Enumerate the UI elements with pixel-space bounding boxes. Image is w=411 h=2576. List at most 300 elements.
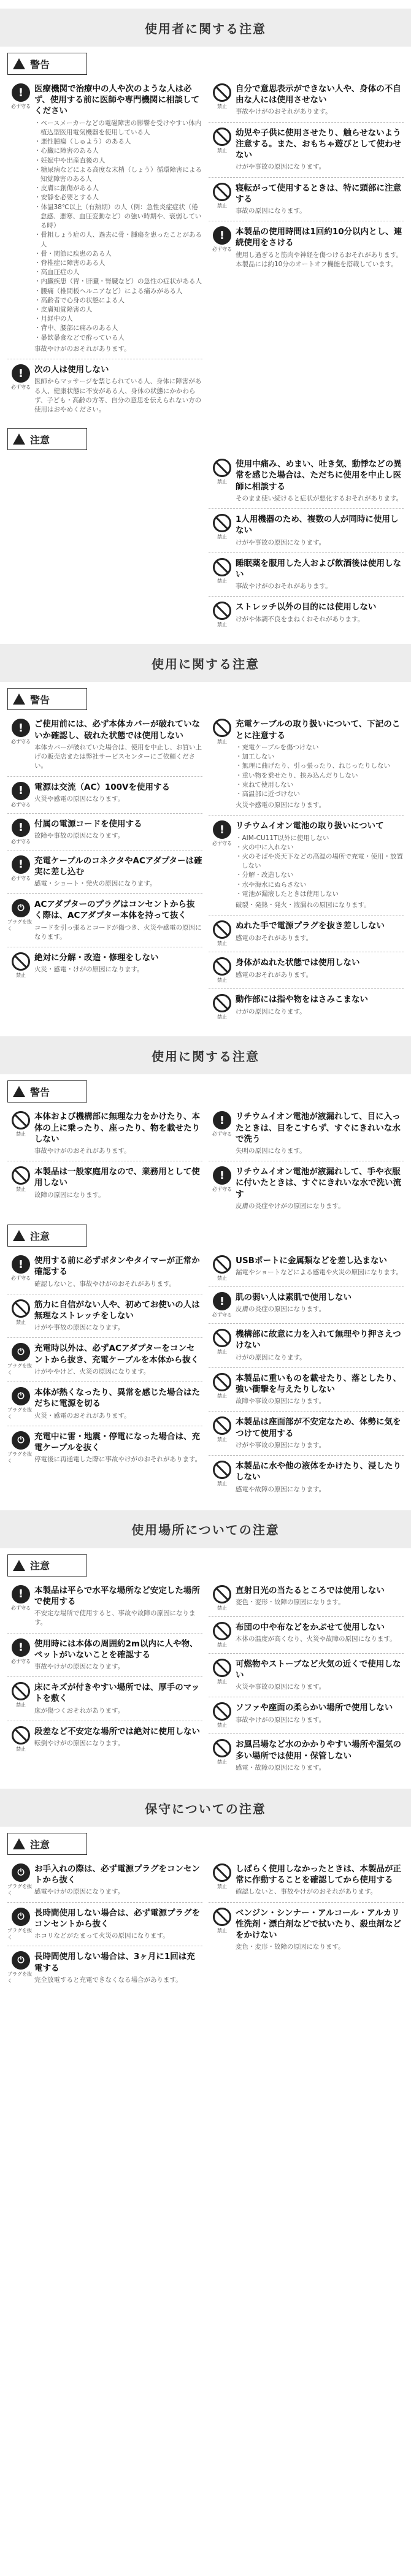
item-description: 感電や故障の原因になります。	[236, 1485, 326, 1493]
item-title: 本製品に重いものを載せたり、落としたり、強い衝撃を与えたりしない	[236, 1373, 401, 1394]
item-description: 転倒やけがの原因になります。	[34, 1740, 125, 1748]
prohibited-icon	[213, 1585, 231, 1603]
section	[0, 1036, 411, 1501]
left-column	[7, 714, 202, 1025]
item-description: 故障や事故の原因になります。	[236, 1397, 326, 1405]
symbol-cell	[209, 920, 236, 947]
item-text	[236, 994, 404, 1020]
symbol-cell	[209, 1166, 236, 1211]
caution-text: 注意	[30, 1230, 50, 1242]
item-title: 使用中痛み、めまい、吐き気、動悸などの異常を感じた場合は、ただちに使用を中止し医師に相談する	[236, 459, 402, 492]
symbol-caption: プラグを抜く	[7, 1451, 32, 1464]
warning-text: 警告	[30, 1086, 50, 1098]
mandatory-icon: !	[12, 1638, 30, 1657]
item-text	[236, 1166, 404, 1211]
item-description: 変色・変形・故障の原因になります。	[236, 1943, 345, 1951]
symbol-caption: 必ず守る	[212, 1131, 232, 1137]
item-bullets	[34, 119, 202, 343]
item-text	[34, 1638, 202, 1672]
symbol-cell	[209, 1255, 236, 1282]
section	[0, 1789, 411, 1992]
symbol-cell	[7, 1908, 34, 1941]
symbol-cell	[7, 719, 34, 771]
prohibited-icon	[213, 459, 231, 477]
prohibited-icon	[213, 1373, 231, 1391]
item-description: 失明の原因になります。	[236, 1147, 306, 1155]
symbol-caption: 禁止	[16, 1187, 26, 1193]
item-description: 事故やけがのおそれがあります。	[236, 583, 332, 590]
left-column	[7, 1106, 202, 1216]
item-title: 自分で意思表示ができない人や、身体の不自由な人には使用させない	[236, 84, 401, 105]
item-text	[236, 459, 404, 503]
mandatory-icon: !	[12, 782, 30, 800]
item-text	[34, 952, 202, 979]
symbol-cell	[7, 855, 34, 889]
item-description: 事故やけがのおそれがあります。	[34, 1147, 131, 1155]
symbol-cell	[7, 83, 34, 354]
item-title: 床にキズが付きやすい場所では、厚手のマットを敷く	[34, 1683, 200, 1704]
caution-item	[209, 78, 404, 123]
item-title: 充電中に雷・地震・停電になった場合は、充電ケーブルを抜く	[34, 1431, 200, 1453]
item-description: 事故の原因になります。	[236, 207, 306, 215]
left-column	[7, 454, 202, 633]
mandatory-icon: !	[12, 719, 30, 737]
symbol-cell	[209, 1416, 236, 1450]
item-description: 火災や事故の原因になります。	[236, 1683, 326, 1691]
symbol-caption: プラグを抜く	[7, 1884, 32, 1897]
items-grid	[0, 1247, 411, 1502]
symbol-cell	[209, 459, 236, 503]
caution-item	[7, 947, 202, 984]
prohibited-icon	[12, 952, 30, 971]
item-description: けがや事故の原因になります。	[236, 163, 326, 171]
item-text	[34, 899, 202, 942]
item-title: 身体がぬれた状態では使用しない	[236, 958, 360, 968]
item-description: 火災や感電の原因になります。	[34, 795, 125, 803]
item-title: 絶対に分解・改造・修理をしない	[34, 953, 159, 963]
item-title: ストレッチ以外の目的には使用しない	[236, 602, 377, 613]
warning-label	[7, 53, 87, 75]
right-column	[209, 1106, 404, 1216]
symbol-cell	[7, 1638, 34, 1672]
bullet-item: ・心臓に障害のある人	[34, 147, 99, 155]
warning-label	[7, 688, 87, 710]
item-description: そのまま使い続けると症状が悪化するおそれがあります。	[236, 494, 403, 502]
caution-item	[209, 1456, 404, 1499]
caution-item	[209, 553, 404, 597]
caution-item	[209, 454, 404, 509]
item-text	[236, 602, 404, 628]
warning-label	[7, 1080, 87, 1103]
item-description: 火災・感電・けがの原因になります。	[34, 966, 144, 974]
bullet-item: ・内臓疾患（胃・肝臓・腎臓など）の急性の症状がある人	[34, 278, 202, 286]
caution-label	[7, 1554, 87, 1577]
caution-text: 注意	[30, 1560, 50, 1572]
item-title: 1人用機器のため、複数の人が同時に使用しない	[236, 514, 399, 536]
symbol-caption: 禁止	[217, 1605, 227, 1611]
item-description: ホコリなどがたまって火災の原因になります。	[34, 1932, 169, 1940]
section-title: 使用に関する注意	[0, 644, 411, 682]
prohibited-icon	[213, 83, 231, 102]
prohibited-icon	[12, 1111, 30, 1129]
bullet-item: ・高齢者で心身の状態による人	[34, 296, 125, 304]
item-bullets	[236, 743, 404, 799]
item-description: 事故やけがの原因になります。	[236, 1716, 326, 1724]
symbol-caption: 禁止	[217, 1393, 227, 1399]
item-description: 医師からマッサージを禁じられている人、身体に障害がある人、健康状態に不安がある人、身体の状態にかかわらず、子ども・高齢の方等、自分の意思を伝えられない方の使用はおやめください。	[34, 378, 202, 413]
unplug-icon: ⏻	[12, 1951, 30, 1970]
caution-label	[7, 1833, 87, 1855]
left-column	[7, 1580, 202, 1778]
symbol-caption: 禁止	[217, 479, 227, 485]
item-title: ACアダプターのプラグはコンセントから抜く際は、ACアダプター本体を持って抜く	[34, 900, 195, 921]
item-description: 事故やけがの原因になります。	[34, 1663, 125, 1671]
bullet-item: ・体温38℃以上（有熱期）の人（例：急性炎症症状（倦怠感、悪寒、血圧変動など）の強い時期や、衰弱している時）	[34, 203, 202, 230]
item-title: 機構部に故意に力を入れて無理やり押さえつけない	[236, 1329, 401, 1351]
bullet-item: ・水や海水にぬらさない	[236, 881, 307, 889]
symbol-caption: 必ず守る	[11, 801, 31, 808]
caution-item	[209, 1161, 404, 1216]
item-title: 次の人は使用しない	[34, 365, 109, 375]
caution-item	[7, 1721, 202, 1757]
symbol-caption: 禁止	[217, 1275, 227, 1282]
unplug-icon: ⏻	[12, 1863, 30, 1882]
item-text	[34, 1951, 202, 1985]
item-title: 寝転がって使用するときは、特に頭部に注意する	[236, 183, 401, 204]
item-description: けがややけど、火災の原因になります。	[34, 1367, 150, 1375]
item-title: 幼児や子供に使用させたり、触らせないよう注意する。また、おもちゃ遊びとして使わせない	[236, 128, 401, 161]
item-title: 肌の弱い人は素肌で使用しない	[236, 1293, 351, 1303]
mandatory-icon: !	[213, 820, 231, 839]
caution-item	[7, 1294, 202, 1339]
section-title: 使用者に関する注意	[0, 9, 411, 47]
warning-triangle-icon	[13, 58, 25, 69]
bullet-item: ・高血圧症の人	[34, 269, 80, 277]
prohibited-icon	[213, 1908, 231, 1926]
item-title: 本体が熱くなったり、異常を感じた場合はただちに電源を切る	[34, 1388, 200, 1409]
mandatory-icon: !	[12, 819, 30, 837]
symbol-caption: 禁止	[217, 1678, 227, 1684]
mandatory-icon: !	[12, 364, 30, 383]
section-title: 使用に関する注意	[0, 1036, 411, 1074]
item-title: 段差など不安定な場所では絶対に使用しない	[34, 1726, 200, 1737]
caution-item	[209, 1903, 404, 1957]
item-text	[34, 1299, 202, 1333]
bullet-item: ・背中、腰部に痛みのある人	[34, 324, 118, 332]
items-grid	[0, 75, 411, 422]
symbol-caption: 必ず守る	[212, 1187, 232, 1193]
item-description: 使用し過ぎると筋肉や神経を傷つけるおそれがあります。本製品には約10分のオートオフ機能を搭載しています。	[236, 251, 403, 268]
item-title: 長時間使用しない場合は、3ヶ月に1回は充電する	[34, 1952, 195, 1973]
item-title: 使用する前に必ずボタンやタイマーが正常か確認する	[34, 1256, 200, 1277]
item-text	[236, 1111, 404, 1156]
item-text	[236, 719, 404, 810]
item-description: 事故やけがのおそれがあります。	[34, 345, 131, 353]
item-description: 床が傷つくおそれがあります。	[34, 1707, 125, 1714]
symbol-cell	[209, 1111, 236, 1156]
bullet-item: ・電池が漏液したときは使用しない	[236, 890, 339, 898]
item-title: 医療機関で治療中の人や次のような人は必ず、使用する前に医師や専門機関に相談してください	[34, 84, 199, 117]
symbol-caption: 必ず守る	[212, 1312, 232, 1318]
symbol-caption: 必ず守る	[11, 1275, 31, 1282]
item-text	[236, 1702, 404, 1729]
caution-item	[209, 1654, 404, 1698]
caution-item	[7, 1580, 202, 1634]
prohibited-icon	[213, 602, 231, 620]
warning-text: 警告	[30, 58, 50, 71]
caution-item	[209, 1324, 404, 1368]
symbol-cell	[209, 602, 236, 628]
item-text	[34, 1908, 202, 1941]
item-title: 直射日光の当たるところでは使用しない	[236, 1585, 385, 1596]
caution-item	[209, 509, 404, 553]
symbol-cell	[209, 994, 236, 1020]
caution-item	[209, 1859, 404, 1903]
caution-item	[209, 816, 404, 915]
symbol-caption: 必ず守る	[11, 1605, 31, 1611]
item-text	[34, 855, 202, 889]
item-description: けがや体調不良をまねくおそれがあります。	[236, 615, 364, 623]
item-text	[236, 83, 404, 117]
prohibited-icon	[213, 1659, 231, 1677]
symbol-cell	[209, 226, 236, 269]
prohibited-icon	[12, 1682, 30, 1700]
item-title: 本製品は平らで水平な場所など安定した場所で使用する	[34, 1585, 200, 1607]
item-description: 破裂・発熱・発火・液漏れの原因になります。	[236, 901, 371, 909]
mandatory-icon: !	[12, 1255, 30, 1274]
item-text	[34, 1863, 202, 1897]
symbol-caption: 必ず守る	[11, 1658, 31, 1664]
item-text	[34, 1585, 202, 1628]
bullet-item: ・火の中に入れない	[236, 843, 294, 851]
caution-item	[209, 597, 404, 633]
bullet-item: ・皮膚に創傷がある人	[34, 185, 99, 193]
mandatory-icon: !	[12, 855, 30, 874]
bullet-item: ・糖尿病などによる高度な末梢（しょう）循環障害による知覚障害のある人	[34, 166, 202, 183]
bullet-item: ・分解・改造しない	[236, 871, 294, 879]
item-text	[236, 514, 404, 548]
prohibited-icon	[213, 128, 231, 146]
right-column	[209, 454, 404, 633]
symbol-cell	[7, 899, 34, 942]
item-description: けがの原因になります。	[236, 1353, 306, 1361]
prohibited-icon	[213, 1863, 231, 1882]
bullet-item: ・束ねて使用しない	[236, 781, 294, 789]
item-bullets	[236, 834, 404, 900]
symbol-caption: 必ず守る	[11, 104, 31, 109]
caution-item	[7, 1426, 202, 1470]
bullet-item: ・火のそばや炎天下などの高温の場所で充電・使用・放置しない	[236, 853, 403, 870]
item-title: 動作部には指や物をはさみこまない	[236, 995, 368, 1005]
symbol-caption: 必ず守る	[212, 247, 232, 253]
right-column	[209, 1250, 404, 1499]
item-title: 本製品は一般家庭用なので、業務用として使用しない	[34, 1167, 200, 1188]
symbol-cell	[7, 1585, 34, 1628]
item-description: コードを引っ張るとコードが傷つき、火災や感電の原因になります。	[34, 923, 202, 941]
caution-item	[7, 814, 202, 850]
item-description: 変色・変形・故障の原因になります。	[236, 1598, 345, 1606]
unplug-icon: ⏻	[12, 1387, 30, 1405]
symbol-caption: 禁止	[217, 104, 227, 109]
prohibited-icon	[213, 1461, 231, 1479]
caution-item	[209, 1580, 404, 1617]
bullet-item: ・AIM-CU11T以外に使用しない	[236, 834, 329, 842]
caution-item	[7, 1677, 202, 1721]
item-text	[34, 719, 202, 771]
caution-item	[209, 714, 404, 816]
item-title: 長時間使用しない場合は、必ず電源プラグをコンセントから抜く	[34, 1908, 200, 1929]
item-description: けがの原因になります。	[236, 1007, 306, 1015]
symbol-cell	[209, 719, 236, 810]
item-text	[34, 1682, 202, 1716]
symbol-cell	[7, 819, 34, 845]
right-column	[209, 1580, 404, 1778]
symbol-cell	[7, 1299, 34, 1333]
item-title: ベンジン・シンナー・アルコール・アルカリ性洗剤・漂白剤などで拭いたり、殺虫剤などをかけない	[236, 1908, 401, 1941]
item-text	[34, 364, 202, 415]
unplug-icon: ⏻	[12, 1343, 30, 1361]
caution-item	[209, 952, 404, 989]
item-description: 本体の温度が高くなり、火災や故障の原因になります。	[236, 1635, 396, 1643]
symbol-caption: 禁止	[217, 534, 227, 540]
item-description: けがや事故の原因になります。	[236, 1441, 326, 1449]
item-title: ソファや座面の柔らかい場所で使用しない	[236, 1703, 393, 1713]
item-description: けがや事故の原因になります。	[34, 1324, 125, 1332]
bullet-item: ・腰痛（椎間板ヘルニアなど）による痛みがある人	[34, 287, 183, 295]
item-title: 睡眠薬を服用した人および飲酒後は使用しない	[236, 558, 401, 579]
symbol-cell	[209, 1585, 236, 1611]
symbol-caption: 禁止	[16, 1319, 26, 1325]
caution-item	[209, 178, 404, 222]
symbol-caption: 禁止	[217, 1437, 227, 1443]
item-description: 感電・故障の原因になります。	[236, 1764, 326, 1771]
prohibited-icon	[213, 1739, 231, 1757]
symbol-caption: 禁止	[16, 1746, 26, 1752]
warning-text: 警告	[30, 694, 50, 706]
item-description: 感電やけがの原因になります。	[34, 1888, 125, 1896]
symbol-caption: 禁止	[16, 1702, 26, 1708]
caution-item	[209, 1697, 404, 1734]
item-title: USBポートに金属類などを差し込まない	[236, 1256, 387, 1266]
caution-item	[7, 1338, 202, 1382]
item-text	[236, 226, 404, 269]
caution-text: 注意	[30, 434, 50, 446]
item-text	[236, 1373, 404, 1407]
item-title: 筋力に自信がない人や、初めてお使いの人は無理なストレッチをしない	[34, 1299, 200, 1321]
bullet-item: ・皮膚知覚障害の人	[34, 306, 93, 314]
warning-triangle-icon	[13, 1230, 25, 1241]
caution-label	[7, 428, 87, 450]
item-description: 故障の原因になります。	[34, 1191, 105, 1199]
item-title: しばらく使用しなかったときは、本製品が正常に作動することを確認してから使用する	[236, 1864, 401, 1886]
right-column	[209, 714, 404, 1025]
item-title: 充電ケーブルのコネクタやACアダプターは確実に差し込む	[34, 855, 202, 877]
symbol-caption: プラグを抜く	[7, 919, 32, 932]
section-title: 使用場所についての注意	[0, 1510, 411, 1548]
caution-item	[209, 989, 404, 1025]
caution-item	[7, 1903, 202, 1947]
caution-label	[7, 1225, 87, 1247]
prohibited-icon	[213, 920, 231, 939]
document-root	[0, 9, 411, 1992]
caution-item	[7, 1859, 202, 1903]
symbol-cell	[7, 952, 34, 979]
symbol-cell	[7, 1255, 34, 1289]
symbol-caption: プラグを抜く	[7, 1971, 32, 1984]
symbol-caption: プラグを抜く	[7, 1927, 32, 1940]
symbol-cell	[209, 1659, 236, 1692]
symbol-cell	[7, 1111, 34, 1156]
item-description: 漏電やショートなどによる感電や火災の原因になります。	[236, 1269, 402, 1277]
symbol-caption: 禁止	[217, 1759, 227, 1765]
caution-item	[7, 1161, 202, 1205]
symbol-caption: 必ず守る	[212, 841, 232, 847]
caution-item	[7, 1106, 202, 1161]
item-text	[236, 1416, 404, 1450]
item-text	[236, 183, 404, 216]
symbol-caption: 禁止	[217, 147, 227, 153]
item-title: 可燃物やストーブなど火気の近くで使用しない	[236, 1659, 401, 1680]
item-text	[236, 957, 404, 984]
section-title: 保守についての注意	[0, 1789, 411, 1827]
item-title: 充電ケーブルの取り扱いについて、下記のことに注意する	[236, 719, 401, 741]
item-title: お風呂場など水のかかりやすい場所や湿気の多い場所では使用・保管しない	[236, 1740, 401, 1761]
item-description: 事故やけがのおそれがあります。	[236, 108, 332, 116]
item-text	[34, 782, 202, 808]
caution-text: 注意	[30, 1838, 50, 1851]
item-text	[236, 1461, 404, 1494]
item-text	[236, 820, 404, 910]
section	[0, 644, 411, 1028]
symbol-caption: 禁止	[217, 1349, 227, 1355]
mandatory-icon: !	[12, 1585, 30, 1603]
caution-item	[209, 1250, 404, 1287]
caution-item	[209, 1617, 404, 1654]
item-title: ご使用前には、必ず本体カバーが破れていないか確認し、破れた状態では使用しない	[34, 719, 200, 741]
caution-item	[209, 1287, 404, 1324]
mandatory-icon: !	[213, 1166, 231, 1185]
item-title: 本製品の使用時間は1回約10分以内とし、連続使用をさける	[236, 227, 402, 248]
symbol-cell	[7, 1387, 34, 1421]
item-description: 確認しないと、事故やけがのおそれがあります。	[34, 1280, 176, 1288]
item-text	[236, 1292, 404, 1318]
prohibited-icon	[213, 514, 231, 532]
symbol-caption: 禁止	[217, 941, 227, 947]
symbol-caption: 禁止	[217, 1014, 227, 1020]
item-text	[34, 1343, 202, 1377]
item-text	[34, 1387, 202, 1421]
caution-item	[209, 915, 404, 952]
symbol-cell	[209, 183, 236, 216]
symbol-cell	[209, 558, 236, 592]
prohibited-icon	[213, 719, 231, 737]
symbol-cell	[209, 1863, 236, 1897]
bullet-item: ・月経中の人	[34, 315, 73, 323]
item-title: 充電時以外は、必ずACアダプターをコンセントから抜き、充電ケーブルを本体から抜く	[34, 1343, 199, 1365]
caution-item	[7, 78, 202, 359]
warning-triangle-icon	[13, 1560, 25, 1571]
symbol-caption: 禁止	[217, 739, 227, 745]
item-text	[34, 1255, 202, 1289]
bullet-item: ・充電ケーブルを傷つけない	[236, 743, 319, 751]
symbol-cell	[209, 128, 236, 172]
symbol-cell	[209, 1702, 236, 1729]
caution-item	[7, 1946, 202, 1990]
item-text	[236, 920, 404, 947]
caution-item	[209, 123, 404, 178]
section	[0, 9, 411, 635]
right-column	[209, 1859, 404, 1990]
